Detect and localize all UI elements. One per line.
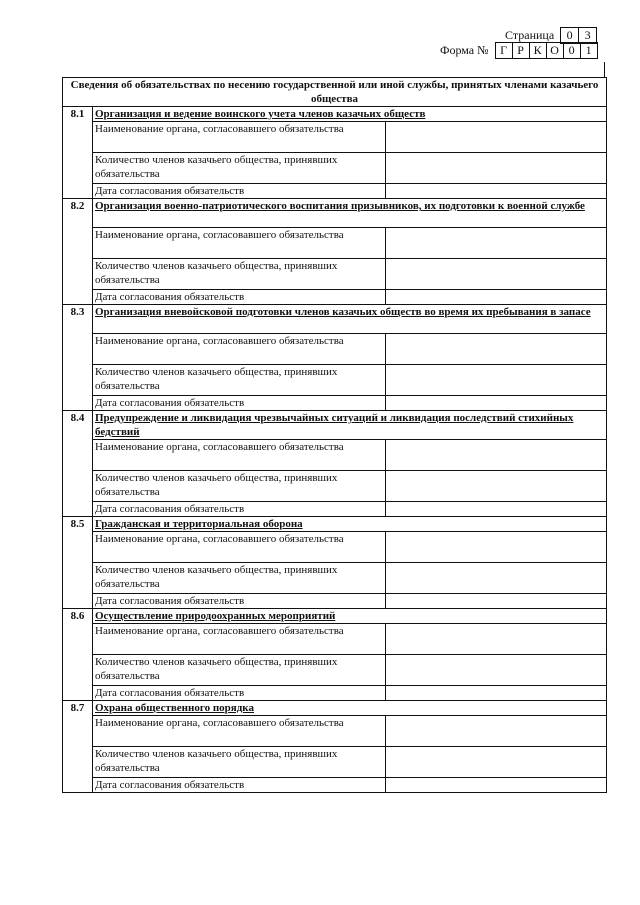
field-label-count: Количество членов казачьего общества, принявших обязательства (93, 563, 386, 594)
field-row (63, 396, 607, 411)
field-label-count: Количество членов казачьего общества, принявших обязательства (93, 471, 386, 502)
field-label-date: Дата согласования обязательств (93, 686, 386, 701)
field-value-count[interactable] (386, 563, 607, 594)
section-title: Охрана общественного порядка (93, 701, 607, 716)
field-row (63, 365, 607, 396)
field-row (63, 440, 607, 471)
field-label-date: Дата согласования обязательств (93, 396, 386, 411)
section-title: Организация и ведение воинского учета членов казачьих обществ (93, 107, 607, 122)
obligations-table (62, 77, 607, 793)
field-row (63, 778, 607, 793)
field-row (63, 290, 607, 305)
form-code-char: 0 (564, 43, 581, 58)
section-title-row (63, 305, 607, 334)
field-label-count: Количество членов казачьего общества, принявших обязательства (93, 747, 386, 778)
form-label: Форма № (440, 43, 489, 57)
form-code-char: Г (496, 43, 513, 58)
field-label-organ: Наименование органа, согласовавшего обязательства (93, 440, 386, 471)
field-label-date: Дата согласования обязательств (93, 502, 386, 517)
field-label-organ: Наименование органа, согласовавшего обязательства (93, 624, 386, 655)
field-label-count: Количество членов казачьего общества, принявших обязательства (93, 365, 386, 396)
form-code-row (440, 42, 598, 59)
form-header (0, 0, 640, 70)
field-row (63, 563, 607, 594)
field-value-count[interactable] (386, 153, 607, 184)
field-value-organ[interactable] (386, 532, 607, 563)
field-value-date[interactable] (386, 184, 607, 199)
section-title-row (63, 517, 607, 532)
section-number: 8.1 (63, 107, 93, 199)
field-value-organ[interactable] (386, 334, 607, 365)
field-row (63, 184, 607, 199)
field-value-date[interactable] (386, 290, 607, 305)
field-value-organ[interactable] (386, 716, 607, 747)
section-number: 8.4 (63, 411, 93, 517)
field-label-date: Дата согласования обязательств (93, 778, 386, 793)
section-number: 8.2 (63, 199, 93, 305)
field-value-count[interactable] (386, 259, 607, 290)
section-title-row (63, 199, 607, 228)
field-value-count[interactable] (386, 747, 607, 778)
field-label-organ: Наименование органа, согласовавшего обязательства (93, 716, 386, 747)
field-row (63, 686, 607, 701)
field-row (63, 259, 607, 290)
form-code-char: К (530, 43, 547, 58)
field-value-date[interactable] (386, 778, 607, 793)
form-code-cells (495, 42, 598, 59)
section-title-row (63, 411, 607, 440)
section-title-row (63, 701, 607, 716)
section-number: 8.7 (63, 701, 93, 793)
page-digit: 0 (561, 28, 579, 43)
field-row (63, 122, 607, 153)
section-title-row (63, 107, 607, 122)
field-value-organ[interactable] (386, 624, 607, 655)
field-value-date[interactable] (386, 502, 607, 517)
field-row (63, 471, 607, 502)
field-row (63, 624, 607, 655)
field-row (63, 334, 607, 365)
field-value-organ[interactable] (386, 122, 607, 153)
form-code-char: Р (513, 43, 530, 58)
field-value-count[interactable] (386, 471, 607, 502)
section-number: 8.5 (63, 517, 93, 609)
field-label-organ: Наименование органа, согласовавшего обязательства (93, 228, 386, 259)
form-code-char: 1 (585, 43, 592, 57)
field-label-date: Дата согласования обязательств (93, 184, 386, 199)
section-number: 8.3 (63, 305, 93, 411)
field-label-count: Количество членов казачьего общества, принявших обязательства (93, 655, 386, 686)
section-title: Гражданская и территориальная оборона (93, 517, 607, 532)
table-heading: Сведения об обязательствах по несению государственной или иной службы, принятых членами казачьего общества (63, 78, 607, 107)
section-title-row (63, 609, 607, 624)
field-value-count[interactable] (386, 655, 607, 686)
field-label-count: Количество членов казачьего общества, принявших обязательства (93, 259, 386, 290)
field-value-count[interactable] (386, 365, 607, 396)
page-digit: 3 (584, 28, 591, 42)
field-row (63, 532, 607, 563)
field-row (63, 228, 607, 259)
section-title: Организация военно-патриотического воспитания призывников, их подготовки к военной службе (93, 199, 607, 228)
form-code-char: О (547, 43, 564, 58)
field-label-date: Дата согласования обязательств (93, 594, 386, 609)
field-row (63, 716, 607, 747)
field-value-organ[interactable] (386, 228, 607, 259)
field-row (63, 655, 607, 686)
section-title: Организация вневойсковой подготовки членов казачьих обществ во время их пребывания в запасе (93, 305, 607, 334)
table-heading-row (63, 78, 607, 107)
margin-tick (604, 62, 605, 77)
section-title: Осуществление природоохранных мероприятий (93, 609, 607, 624)
field-value-organ[interactable] (386, 440, 607, 471)
field-label-organ: Наименование органа, согласовавшего обязательства (93, 532, 386, 563)
page-label: Страница (505, 28, 555, 42)
field-label-organ: Наименование органа, согласовавшего обязательства (93, 334, 386, 365)
field-value-date[interactable] (386, 686, 607, 701)
field-value-date[interactable] (386, 396, 607, 411)
field-row (63, 502, 607, 517)
field-label-count: Количество членов казачьего общества, принявших обязательства (93, 153, 386, 184)
field-label-date: Дата согласования обязательств (93, 290, 386, 305)
field-label-organ: Наименование органа, согласовавшего обязательства (93, 122, 386, 153)
section-number: 8.6 (63, 609, 93, 701)
field-row (63, 747, 607, 778)
section-title: Предупреждение и ликвидация чрезвычайных ситуаций и ликвидация последствий стихийных бедствий (93, 411, 607, 440)
field-row (63, 594, 607, 609)
field-row (63, 153, 607, 184)
field-value-date[interactable] (386, 594, 607, 609)
